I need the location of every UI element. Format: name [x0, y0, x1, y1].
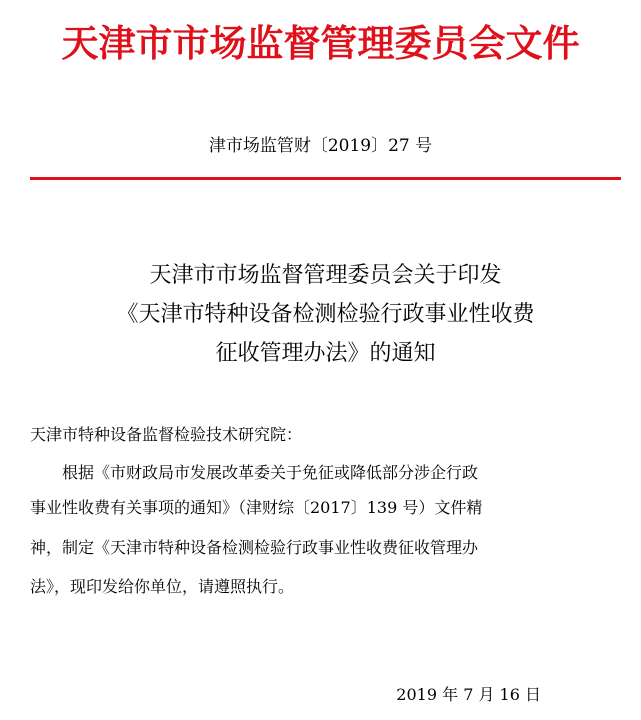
body-line-2: 事业性收费有关事项的通知》（津财综〔2017〕139 号）文件精	[30, 498, 483, 517]
body-line-1: 根据《市财政局市发展改革委关于免征或降低部分涉企行政	[62, 463, 479, 482]
title-line-2: 《天津市特种设备检测检验行政事业性收费	[116, 302, 535, 327]
body-line-3: 神，制定《天津市特种设备检测检验行政事业性收费征收管理办	[30, 538, 479, 557]
body-line-4: 法》，现印发给你单位，请遵照执行。	[30, 577, 295, 596]
issue-date: 2019 年 7 月 16 日	[396, 685, 541, 704]
document-header-agency: 天津市市场监督管理委员会文件	[61, 22, 580, 65]
title-line-3: 征收管理办法》的通知	[215, 341, 436, 366]
document-number: 津市场监管财〔2019〕27 号	[208, 136, 433, 156]
addressee: 天津市特种设备监督检验技术研究院：	[30, 425, 303, 444]
title-line-1: 天津市市场监督管理委员会关于印发	[149, 263, 502, 288]
document-title	[30, 256, 621, 373]
red-divider-rule	[30, 177, 621, 180]
